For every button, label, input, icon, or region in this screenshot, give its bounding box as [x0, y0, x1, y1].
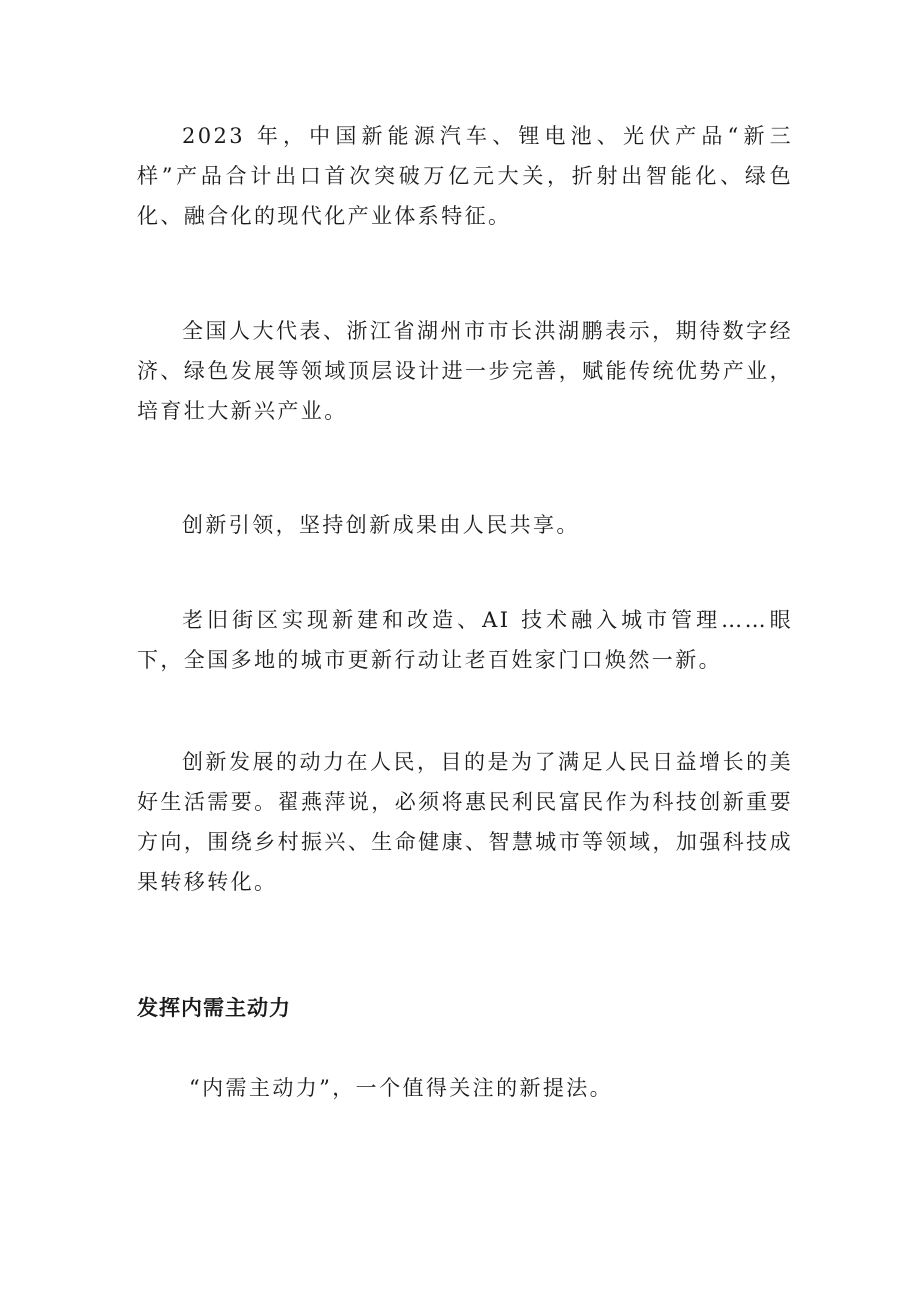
paragraph-domestic-demand: “内需主动力”，一个值得关注的新提法。 [189, 1076, 614, 1100]
paragraph-new-three-exports: 2023 年，中国新能源汽车、锂电池、光伏产品“新三样”产品合计出口首次突破万亿元大关，折射出智能化、绿色化、融合化的现代化产业体系特征。 [137, 124, 793, 228]
paragraph-innovation-for-people: 创新发展的动力在人民，目的是为了满足人民日益增长的美好生活需要。翟燕萍说，必须将惠民利民富民作为科技创新重要方向，围绕乡村振兴、生命健康、智慧城市等领域，加强科技成果转移转化。 [137, 750, 793, 894]
paragraph-huzhou-mayor: 全国人大代表、浙江省湖州市市长洪湖鹏表示，期待数字经济、绿色发展等领域顶层设计进一步完善，赋能传统优势产业，培育壮大新兴产业。 [137, 319, 793, 423]
section-heading: 发挥内需主动力 [137, 995, 291, 1020]
paragraph-innovation-leads: 创新引领，坚持创新成果由人民共享。 [182, 513, 580, 537]
paragraph-urban-renewal: 老旧街区实现新建和改造、AI 技术融入城市管理……眼下，全国多地的城市更新行动让老百姓家门口焕然一新。 [137, 608, 793, 672]
